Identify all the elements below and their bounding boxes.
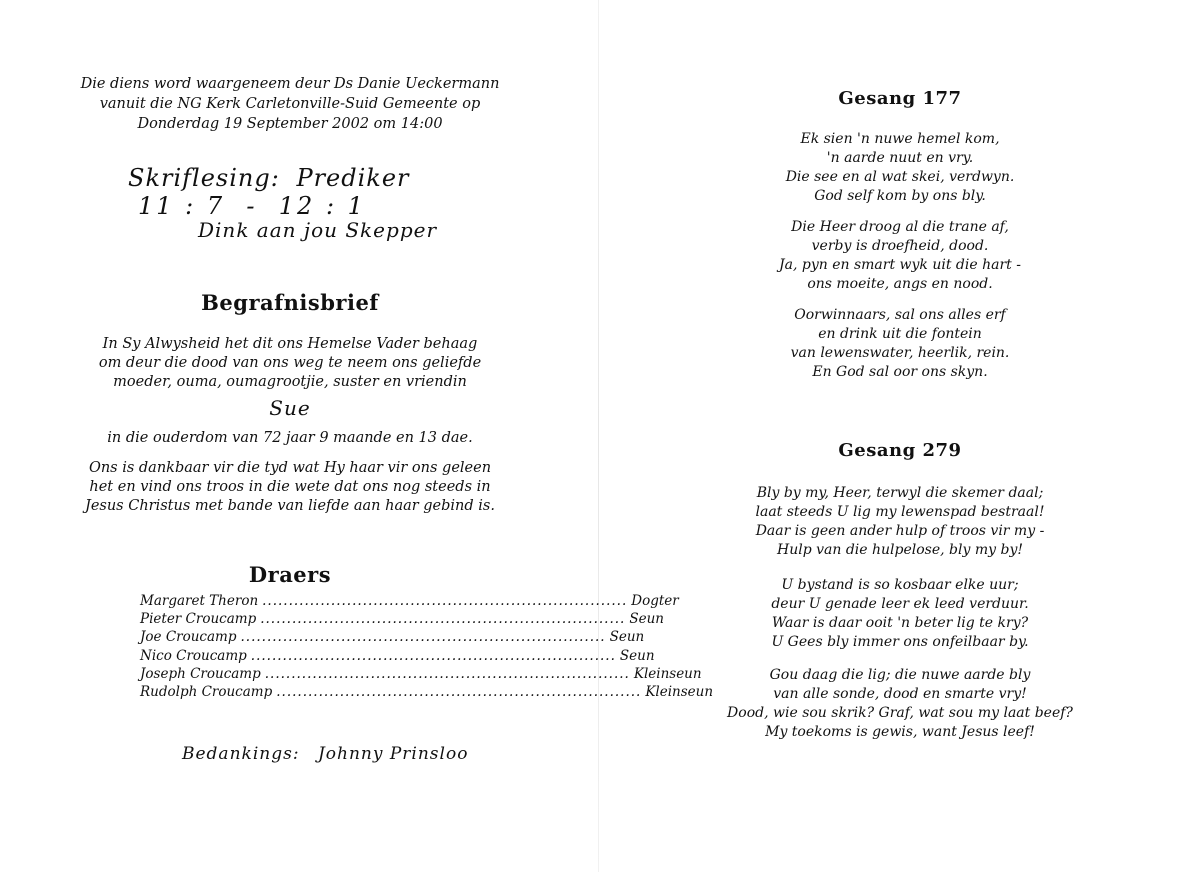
hymn-line: Die Heer droog al die trane af, [791, 219, 1009, 235]
hymn-line: Oorwinnaars, sal ons alles erf [794, 307, 1006, 323]
hymn-line: ons moeite, angs en nood. [807, 276, 993, 292]
draer-relation: Kleinseun [645, 684, 714, 701]
hymn-line: Bly by my, Heer, terwyl die skemer daal; [756, 485, 1044, 501]
draer-relation: Seun [629, 611, 664, 628]
draer-relation: Seun [619, 647, 655, 664]
leader-dots: ..................................................................... [240, 629, 606, 646]
hymn-stanza [600, 666, 1200, 742]
body-line: In Sy Alwysheid het dit ons Hemelse Vader behaag [102, 336, 478, 352]
hymn-line: Ek sien 'n nuwe hemel kom, [800, 131, 1000, 147]
hymn-stanza [600, 130, 1200, 206]
reading-book: Prediker [296, 164, 410, 192]
draer-name: Margaret Theron [140, 593, 259, 609]
thanks-line: Jesus Christus met bande van liefde aan haar gebind is. [85, 498, 495, 514]
draer-row [140, 592, 679, 610]
draer-relation: Kleinseun [633, 665, 702, 682]
hymn-line: My toekoms is gewis, want Jesus leef! [765, 724, 1035, 740]
hymn-line: Waar is daar ooit 'n beter lig te kry? [771, 615, 1029, 631]
hymn-line: van alle sonde, dood en smarte vry! [773, 686, 1027, 702]
hymn-line: en drink uit die fontein [818, 326, 982, 342]
hymn-line: deur U genade leer ek leed verduur. [771, 596, 1029, 612]
reading-subtitle: Dink aan jou Skepper [198, 218, 438, 242]
leader-dots: ..................................................................... [264, 665, 630, 682]
bedankings-name: Johnny Prinsloo [317, 744, 469, 764]
hymn-line: Daar is geen ander hulp of troos vir my - [755, 523, 1045, 539]
thanks-line: het en vind ons troos in die wete dat ons nog steeds in [89, 479, 491, 495]
bedankings-label: Bedankings: [182, 744, 300, 764]
body-line: om deur die dood van ons weg te neem ons geliefde [98, 355, 482, 371]
draer-row [140, 683, 714, 701]
hymn-line: U Gees bly immer ons onfeilbaar by. [771, 634, 1029, 650]
hymn-line: U bystand is so kosbaar elke uur; [781, 577, 1019, 593]
draer-relation: Seun [609, 629, 645, 646]
hymn-stanza [600, 218, 1200, 294]
begrafnisbrief-heading: Begrafnisbrief [201, 290, 379, 315]
hymn-line: God self kom by ons bly. [814, 188, 986, 204]
deceased-name: Sue [269, 396, 311, 420]
draer-row [140, 628, 645, 646]
draer-row [140, 665, 702, 683]
hymn-line: verby is droefheid, dood. [811, 238, 989, 254]
thanks-paragraph [0, 459, 580, 516]
hymn-line: Hulp van die hulpelose, bly my by! [777, 542, 1023, 558]
hymn-line: van lewenswater, heerlik, rein. [790, 345, 1010, 361]
page-fold [598, 0, 599, 872]
hymn-title: Gesang 177 [838, 88, 962, 109]
draers-heading: Draers [248, 562, 332, 587]
begrafnisbrief-body [0, 335, 580, 392]
draer-name: Pieter Croucamp [140, 611, 257, 628]
reading-ref: 11 : 7 - 12 : 1 [138, 192, 366, 220]
hymn-line: Ja, pyn en smart wyk uit die hart - [779, 257, 1021, 273]
draer-name: Rudolph Croucamp [140, 684, 273, 701]
body-line: moeder, ouma, oumagrootjie, suster en vriendin [113, 374, 467, 390]
right-page [600, 0, 1200, 872]
hymn-stanza [600, 484, 1200, 560]
hymn-line: Die see en al wat skei, verdwyn. [785, 169, 1015, 185]
hymn-line: Dood, wie sou skrik? Graf, wat sou my laat beef? [727, 705, 1073, 721]
intro-line: Donderdag 19 September 2002 om 14:00 [137, 116, 443, 132]
leader-dots: ..................................................................... [276, 684, 642, 701]
hymn-line: Gou daag die lig; die nuwe aarde bly [769, 667, 1031, 683]
service-intro [0, 74, 580, 134]
intro-line: Die diens word waargeneem deur Ds Danie Ueckermann [80, 76, 500, 92]
hymn-line: laat steeds U lig my lewenspad bestraal! [755, 504, 1045, 520]
draer-row [140, 647, 655, 665]
thanks-line: Ons is dankbaar vir die tyd wat Hy haar vir ons geleen [88, 460, 492, 476]
draer-name: Joseph Croucamp [140, 665, 261, 682]
hymn-line: En God sal oor ons skyn. [812, 364, 988, 380]
draers-list [140, 592, 714, 701]
hymn-title: Gesang 279 [838, 440, 962, 461]
leader-dots: ..................................................................... [262, 593, 628, 609]
hymn-stanza [600, 306, 1200, 382]
draer-relation: Dogter [631, 593, 679, 609]
intro-line: vanuit die NG Kerk Carletonville-Suid Gemeente op [99, 96, 481, 112]
scripture-reading [128, 164, 598, 220]
age-line: in die ouderdom van 72 jaar 9 maande en 13 dae. [107, 430, 473, 446]
hymn-stanza [600, 576, 1200, 652]
leader-dots: ..................................................................... [260, 611, 626, 628]
hymn-line: 'n aarde nuut en vry. [826, 150, 974, 166]
draer-row [140, 610, 664, 628]
leader-dots: ..................................................................... [250, 647, 616, 664]
reading-label: Skriflesing: [128, 164, 280, 192]
bedankings [182, 744, 480, 764]
draer-name: Joe Croucamp [140, 629, 237, 646]
draer-name: Nico Croucamp [140, 647, 247, 664]
